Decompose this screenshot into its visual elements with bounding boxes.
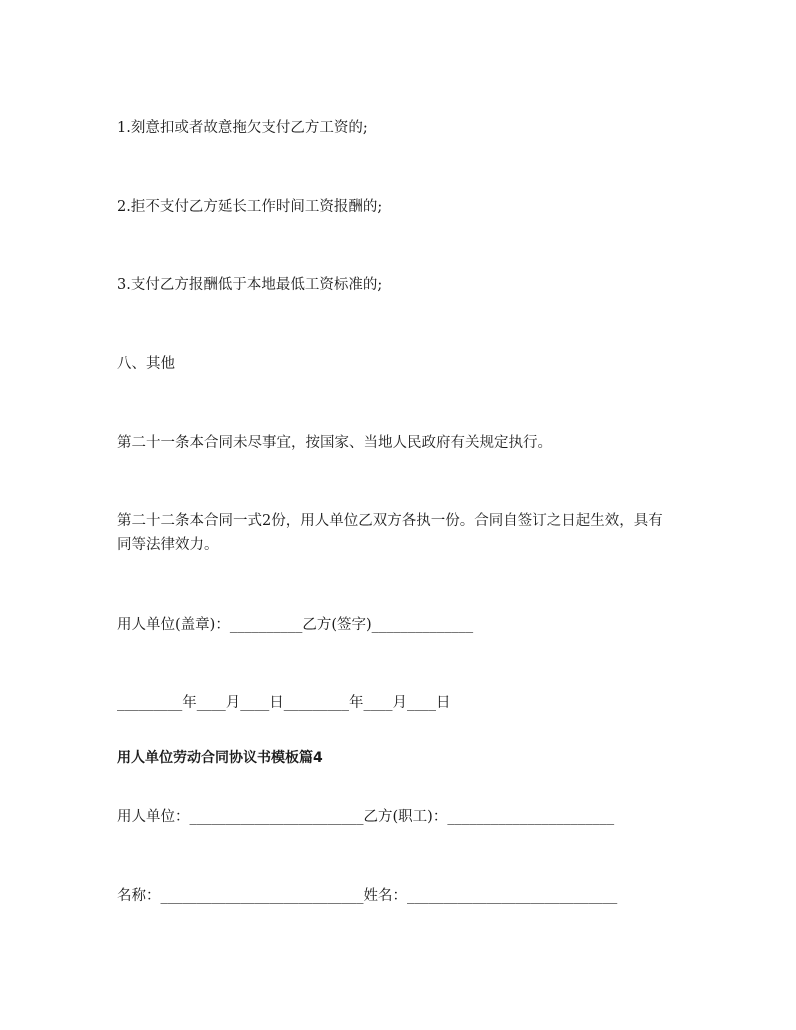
party-line: 用人单位：________________________乙方(职工)：_______________________ — [117, 809, 615, 825]
clause-item-3: 3.支付乙方报酬低于本地最低工资标准的; — [117, 277, 383, 293]
article-21: 第二十一条本合同未尽事宜，按国家、当地人民政府有关规定执行。 — [117, 435, 552, 451]
template-title: 用人单位劳动合同协议书模板篇4 — [117, 750, 323, 766]
clause-item-2: 2.拒不支付乙方延长工作时间工资报酬的; — [117, 199, 383, 215]
date-line: _________年____月____日_________年____月____日 — [117, 695, 451, 711]
clause-item-1: 1.刻意扣或者故意拖欠支付乙方工资的; — [117, 120, 368, 136]
section-heading: 八、其他 — [117, 356, 175, 372]
signature-line: 用人单位(盖章)：__________乙方(签字)______________ — [117, 617, 474, 633]
name-line: 名称：____________________________姓名：_____________________________ — [117, 888, 618, 904]
article-22: 第二十二条本合同一式2份，用人单位乙双方各执一份。合同自签订之日起生效，具有同等法律效力。 — [117, 513, 663, 553]
